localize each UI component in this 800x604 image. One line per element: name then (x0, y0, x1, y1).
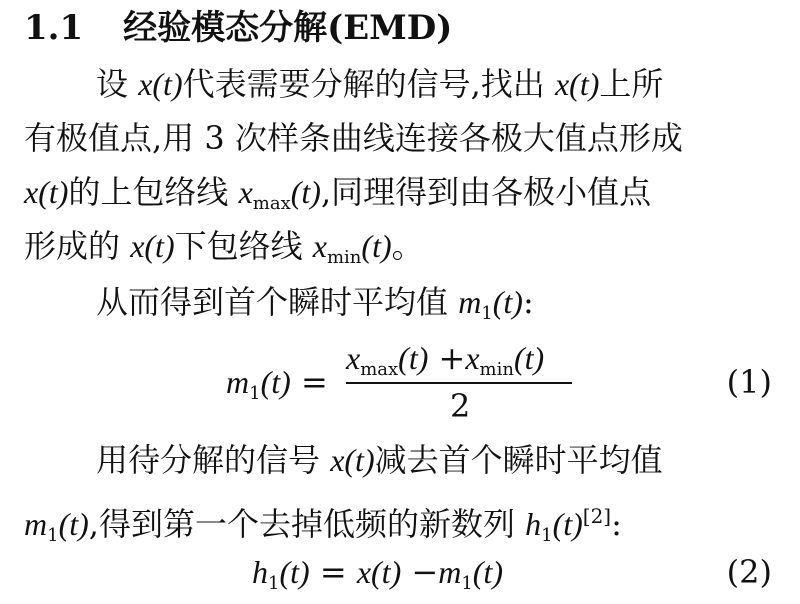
math-var-x: x (312, 228, 327, 264)
text-segment: ,同理得到由各极小值点 (320, 173, 652, 211)
math-var-x: x (138, 66, 153, 102)
equation-1-fraction (346, 338, 572, 424)
math-arg-t: (t) (260, 364, 291, 400)
equals-sign: = (309, 553, 357, 591)
fraction-denominator: 2 (450, 387, 471, 425)
math-var-x: x (238, 174, 253, 210)
text-segment: ,得到第一个去掉低频的新数列 (88, 505, 526, 543)
math-subscript-min: min (479, 359, 514, 380)
math-subscript-1: 1 (47, 525, 59, 546)
text-segment: 有极值点,用 3 次样条曲线连接各极大值点形成 (24, 119, 683, 157)
math-arg-t: (t) (58, 506, 89, 542)
section-title: 经验模态分解(EMD) (123, 8, 453, 48)
math-var-x: x (130, 228, 145, 264)
paragraph-3-line-1 (96, 440, 800, 480)
paragraph-1-line-4 (24, 226, 800, 278)
text-segment: 。 (391, 227, 424, 265)
citation-reference[interactable]: [2] (582, 504, 612, 528)
math-var-m: m (226, 364, 250, 400)
text-segment: 用待分解的信号 (96, 441, 331, 479)
text-segment: : (522, 283, 534, 321)
math-subscript-1: 1 (268, 573, 280, 594)
text-segment: 设 (96, 65, 139, 103)
math-arg-t: (t) (344, 442, 375, 478)
math-subscript-min: min (326, 247, 362, 268)
math-arg-t: (t) (398, 340, 429, 376)
equation-1-number: (1) (726, 363, 772, 401)
math-arg-t: (t) (552, 506, 583, 542)
math-var-h: h (525, 506, 542, 542)
math-subscript-max: max (252, 193, 291, 214)
math-arg-t: (t) (472, 554, 503, 590)
math-arg-t: (t) (513, 340, 545, 376)
text-segment: 下包络线 (174, 227, 313, 265)
text-segment: 代表需要分解的信号,找出 (182, 65, 555, 103)
math-arg-t: (t) (492, 284, 523, 320)
math-var-x: x (24, 174, 39, 210)
text-segment: 形成的 (24, 227, 131, 265)
plus-sign: + (428, 339, 466, 377)
math-var-x: x (346, 340, 361, 376)
math-arg-t: (t) (361, 228, 392, 264)
paragraph-1-line-1 (96, 64, 800, 104)
text-segment: : (611, 505, 622, 543)
math-subscript-1: 1 (461, 573, 473, 594)
text-segment: 从而得到首个瞬时平均值 (96, 283, 459, 321)
paragraph-1-line-2 (24, 118, 800, 158)
minus-sign: − (401, 553, 439, 591)
math-arg-t: (t) (569, 66, 600, 102)
equation-2-number: (2) (726, 553, 772, 591)
paragraph-2 (96, 282, 800, 334)
math-arg-t: (t) (279, 554, 310, 590)
equals-sign: = (290, 363, 328, 401)
equation-2 (252, 552, 503, 604)
math-subscript-max: max (360, 359, 399, 380)
math-var-x: x (330, 442, 345, 478)
math-var-m: m (438, 554, 462, 590)
paragraph-1-line-3 (24, 172, 800, 224)
math-var-x: x (356, 554, 372, 590)
fraction-bar (346, 382, 572, 384)
paragraph-3-line-2 (24, 496, 800, 556)
math-arg-t: (t) (152, 66, 183, 102)
math-subscript-1: 1 (249, 383, 261, 404)
math-subscript-1: 1 (541, 525, 553, 546)
math-var-x: x (554, 66, 570, 102)
math-arg-t: (t) (371, 554, 402, 590)
math-subscript-1: 1 (481, 303, 493, 324)
math-arg-t: (t) (144, 228, 175, 264)
text-segment: 的上包络线 (68, 173, 239, 211)
math-var-h: h (252, 554, 268, 590)
section-heading (24, 8, 452, 48)
equation-1-lhs (226, 362, 328, 414)
math-arg-t: (t) (38, 174, 69, 210)
math-arg-t: (t) (290, 174, 321, 210)
section-number: 1.1 (24, 8, 84, 48)
math-var-x: x (465, 340, 480, 376)
math-var-m: m (24, 506, 48, 542)
text-segment: 上所 (599, 65, 664, 103)
math-var-m: m (458, 284, 482, 320)
text-segment: 减去首个瞬时平均值 (374, 441, 663, 479)
